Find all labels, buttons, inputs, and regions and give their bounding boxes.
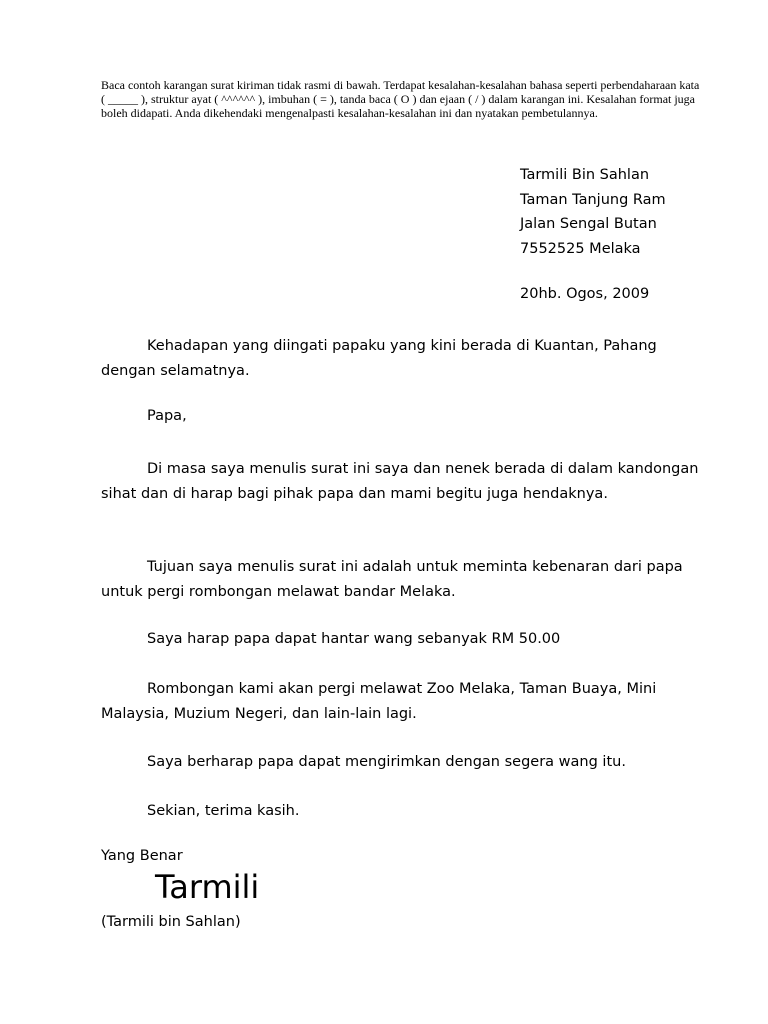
sender-address-line: Jalan Sengal Butan	[520, 216, 657, 232]
sender-address	[520, 163, 760, 261]
closing: Yang Benar	[101, 848, 183, 864]
body-paragraph: Saya harap papa dapat hantar wang sebanyak RM 50.00	[147, 631, 561, 647]
body-paragraph: Saya berharap papa dapat mengirimkan dengan segera wang itu.	[147, 754, 626, 770]
letter-date: 20hb. Ogos, 2009	[520, 286, 650, 302]
body-paragraph: Rombongan kami akan pergi melawat Zoo Melaka, Taman Buaya, Mini Malaysia, Muzium Negeri, dan lain-lain lagi.	[101, 681, 657, 722]
signature: Tarmili	[155, 868, 260, 906]
salutation: Papa,	[147, 408, 187, 424]
printed-name: (Tarmili bin Sahlan)	[101, 914, 241, 930]
instructions-block	[101, 79, 701, 120]
body-paragraph: Di masa saya menulis surat ini saya dan nenek berada di dalam kandongan sihat dan di harap bagi pihak papa dan mami begitu juga hendaknya.	[101, 461, 699, 502]
body-paragraph: Tujuan saya menulis surat ini adalah untuk meminta kebenaran dari papa untuk pergi rombongan melawat bandar Melaka.	[101, 559, 683, 600]
sender-address-line: Taman Tanjung Ram	[520, 191, 666, 208]
recipient-line: Kehadapan yang diingati papaku yang kini berada di Kuantan, Pahang dengan selamatnya.	[101, 338, 657, 379]
sender-address-line: 7552525 Melaka	[520, 240, 641, 257]
instructions-text: Baca contoh karangan surat kiriman tidak rasmi di bawah. Terdapat kesalahan-kesalahan bahasa seperti perbendaharaan kata ( _____ ), struktur ayat ( ^^^^^^ ), imbuhan ( = ), tanda baca ( O ) dan ejaan ( / ) dalam karangan ini. Kesalahan format juga boleh didapati. Anda dikehendaki mengenalpasti kesalahan-kesalahan ini dan nyatakan pembetulannya.	[101, 78, 700, 120]
body-paragraph: Sekian, terima kasih.	[147, 803, 300, 819]
sender-name: Tarmili Bin Sahlan	[520, 167, 650, 183]
